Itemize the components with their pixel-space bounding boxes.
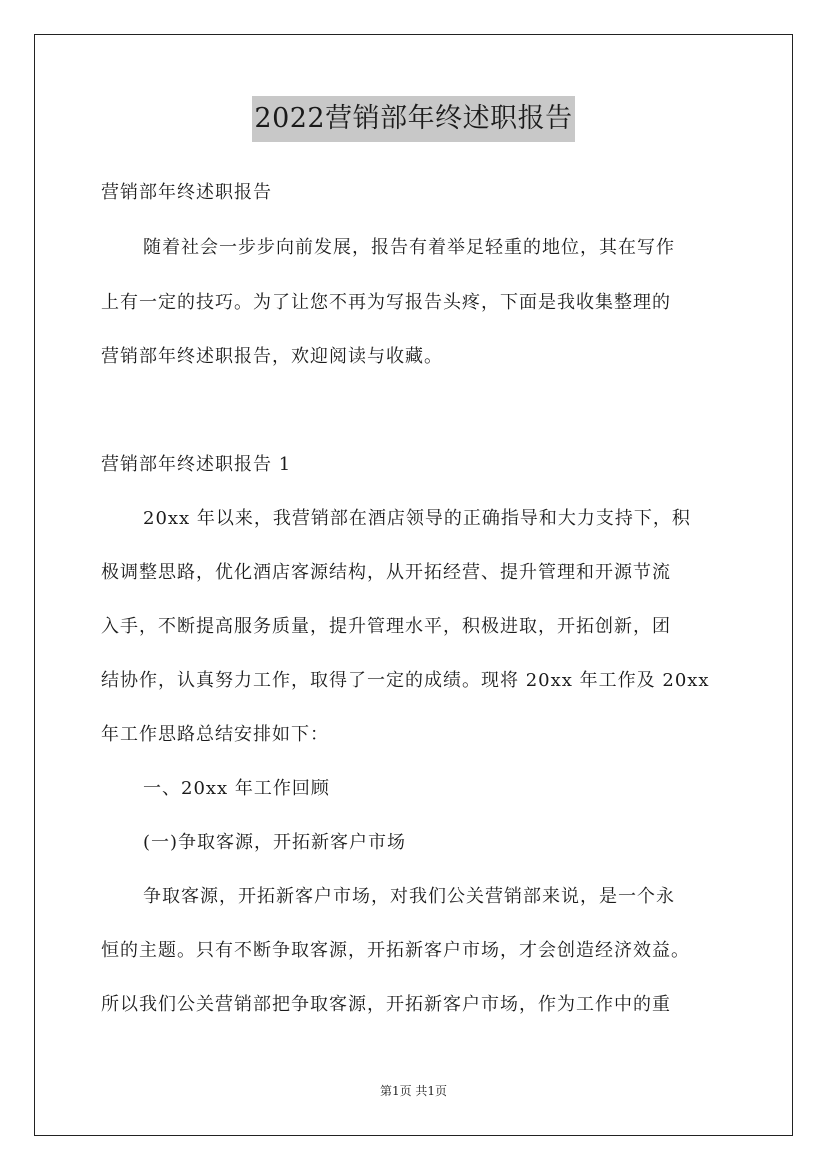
paragraph-line: 上有一定的技巧。为了让您不再为写报告头疼，下面是我收集整理的: [101, 292, 671, 313]
page-number: 第1页 共1页: [379, 1084, 448, 1098]
paragraph-line: 20xx 年以来，我营销部在酒店领导的正确指导和大力支持下，积: [143, 508, 691, 529]
document-title: 2022营销部年终述职报告: [252, 96, 574, 142]
paragraph-line: 所以我们公关营销部把争取客源，开拓新客户市场，作为工作中的重: [101, 994, 671, 1015]
paragraph-line: 营销部年终述职报告，欢迎阅读与收藏。: [101, 346, 443, 367]
page-footer: [0, 1082, 827, 1100]
subtitle-line: 营销部年终述职报告: [101, 182, 272, 203]
paragraph-line: 恒的主题。只有不断争取客源，开拓新客户市场，才会创造经济效益。: [101, 940, 690, 961]
section-heading: 营销部年终述职报告 1: [101, 454, 292, 475]
paragraph-line: 年工作思路总结安排如下：: [101, 724, 329, 745]
subsection-heading: 一、20xx 年工作回顾: [143, 778, 330, 799]
paragraph-line: 结协作，认真努力工作，取得了一定的成绩。现将 20xx 年工作及 20xx: [101, 670, 710, 691]
paragraph-line: 随着社会一步步向前发展，报告有着举足轻重的地位，其在写作: [143, 237, 675, 258]
paragraph-line: 入手，不断提高服务质量，提升管理水平，积极进取，开拓创新，团: [101, 616, 671, 637]
title-container: [0, 96, 827, 142]
paragraph-line: 争取客源，开拓新客户市场，对我们公关营销部来说，是一个永: [143, 886, 675, 907]
paragraph-line: 极调整思路，优化酒店客源结构，从开拓经营、提升管理和开源节流: [101, 562, 671, 583]
subsection-heading: (一)争取客源，开拓新客户市场: [143, 832, 407, 853]
